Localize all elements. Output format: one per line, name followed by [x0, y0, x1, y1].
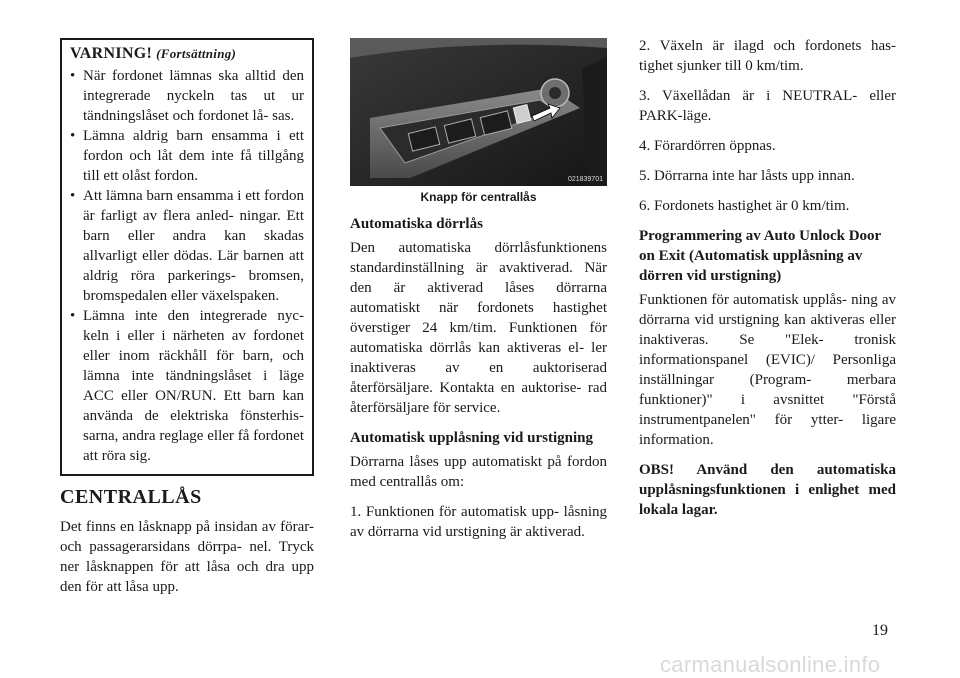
warning-item: • Att lämna barn ensamma i ett fordon är farligt av flera anled- ningar. Ett barn eller andra kan skadas allvarligt eller dödas. Lär barnen att aldrig röra parkerings- bromsen, bromspedalen eller växelspaken.	[70, 186, 304, 306]
watermark: carmanualsonline.info	[660, 652, 881, 677]
auto-unlock-condition: 5. Dörrarna inte har låsts upp innan.	[639, 168, 855, 184]
auto-locks-heading: Automatiska dörrlås	[350, 216, 483, 232]
page-number: 19	[872, 622, 888, 639]
door-lock-photo	[350, 38, 607, 186]
warning-label: VARNING!	[70, 45, 153, 62]
auto-unlock-condition: 3. Växellådan är i NEUTRAL- eller PARK-läge.	[639, 88, 896, 124]
auto-unlock-condition: 1. Funktionen för automatisk upp- låsning av dörrarna vid urstigning är aktiverad.	[350, 504, 607, 540]
warning-box	[60, 38, 314, 476]
door-panel-illustration	[350, 38, 607, 186]
right-column	[639, 36, 896, 530]
auto-unlock-intro: Dörrarna låses upp automatiskt på fordon med centrallås om:	[350, 454, 607, 490]
warning-item: • Lämna aldrig barn ensamma i ett fordon och låt dem inte få tillgång till ett olåst fordon.	[70, 126, 304, 186]
warning-item: • När fordonet lämnas ska alltid den integrerade nyckeln tas ut ur tändningslåset och fordonet lå- sas.	[70, 66, 304, 126]
warning-continued: (Fortsättning)	[156, 46, 237, 61]
middle-column	[350, 38, 607, 552]
figure-id: 021839701	[567, 176, 603, 183]
left-column	[60, 38, 314, 607]
warning-list	[70, 66, 304, 466]
programming-heading: Programmering av Auto Unlock Door on Exit (Automatisk upplåsning av dörren vid urstigning)	[639, 228, 881, 284]
warning-item: • Lämna inte den integrerade nyc- keln i eller i närheten av fordonet eller inom räckhåll för barn, och lämna inte tändningslåset i läge ACC eller ON/RUN. Ett barn kan använda de elektriska fönsterhis- sarna, andra reglage eller få fordonet att röra sig.	[70, 306, 304, 466]
auto-unlock-condition: 2. Växeln är ilagd och fordonets has- tighet sjunker till 0 km/tim.	[639, 38, 896, 74]
programming-text: Funktionen för automatisk upplås- ning av dörrarna vid urstigning kan aktiveras eller inaktiveras. Se "Elek- tronisk informationspanel (EVIC)/ Personliga inställningar (Program- merbara funktioner)" i avsnittet "Förstå instrumentpanelen" för ytter- ligare information.	[639, 292, 896, 448]
auto-unlock-condition: 4. Förardörren öppnas.	[639, 138, 776, 154]
auto-locks-text: Den automatiska dörrlåsfunktionens standardinställning är avaktiverad. När den är aktiverad låses dörrarna automatiskt när fordonets hastighet överstiger 24 km/tim. Funktionen för automatiska dörrlås kan aktiveras el- ler inaktiveras av en auktoriserad återförsäljare. Kontakta en auktorise- rad återförsäljare för service.	[350, 240, 607, 416]
section-title-centrallas: CENTRALLÅS	[60, 486, 202, 508]
programming-note: OBS! Använd den automatiska upplåsningsfunktionen i enlighet med lokala lagar.	[639, 462, 896, 518]
auto-unlock-heading: Automatisk upplåsning vid urstigning	[350, 430, 594, 446]
figure-caption: Knapp för centrallås	[420, 190, 537, 204]
auto-unlock-condition: 6. Fordonets hastighet är 0 km/tim.	[639, 198, 850, 214]
centrallas-text: Det finns en låsknapp på insidan av förar- och passagerarsidans dörrpa- nel. Tryck ner låsknappen för att låsa och dra upp den för att låsa upp.	[60, 519, 314, 595]
warning-title	[70, 44, 304, 64]
